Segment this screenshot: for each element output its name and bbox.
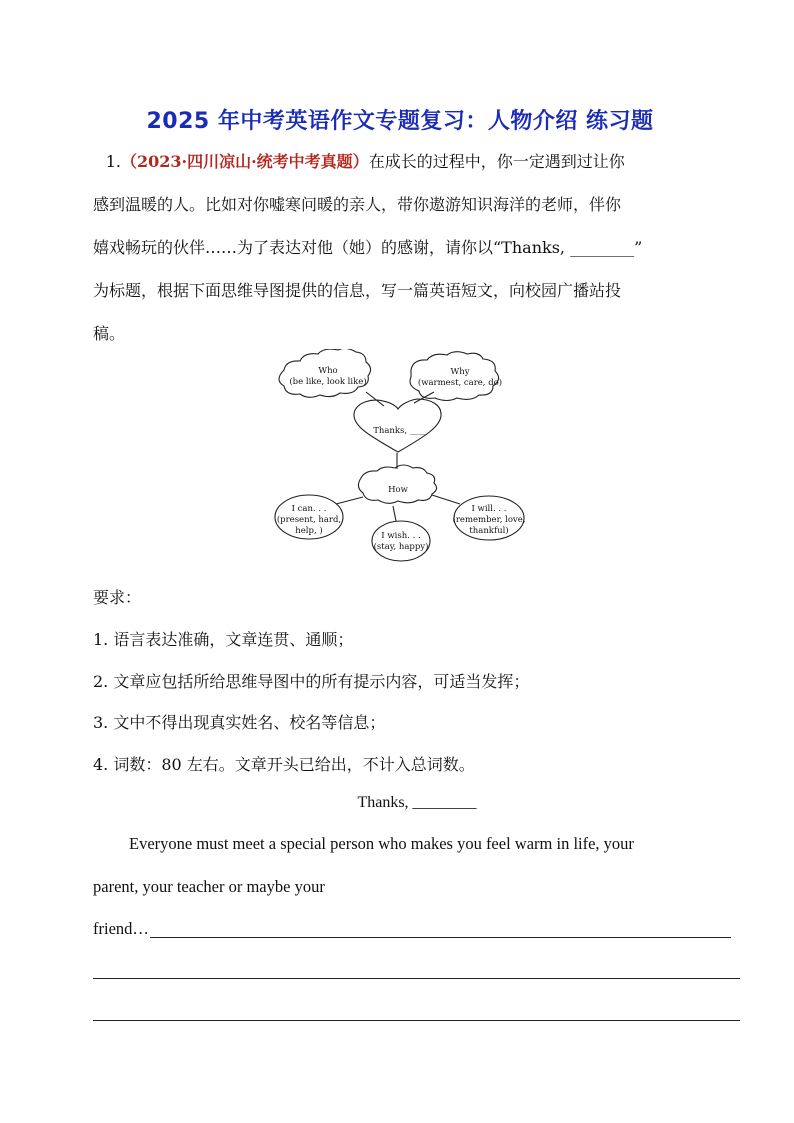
mind-map-diagram [268,349,530,571]
prompt-line-3: 嬉戏畅玩的伙伴……为了表达对他（她）的感谢，请你以“Thanks, ________” [93,238,643,257]
page-title: 2025 年中考英语作文专题复习：人物介绍 练习题 [146,109,654,134]
can-hint-2: help, ) [295,526,323,536]
how-to-can [336,497,363,504]
wish-title: I wish. . . [381,531,421,541]
essay-line-3: friend… [93,919,149,938]
writing-line [93,1020,740,1021]
writing-line [150,937,731,938]
how-to-will [432,495,460,504]
wish-hint: (stay, happy) [373,542,429,552]
writing-line [93,978,740,979]
prompt-line-2: 感到温暖的人。比如对你嘘寒问暖的亲人，带你遨游知识海洋的老师，伴你 [93,195,622,214]
will-hint-1: (remember, love, [452,515,526,525]
requirement-item: 3. 文中不得出现真实姓名、校名等信息； [93,713,386,732]
requirement-item: 4. 词数：80 左右。文章开头已给出，不计入总词数。 [93,755,475,774]
who-connector [366,392,384,406]
prompt-line-4: 为标题，根据下面思维导图提供的信息，写一篇英语短文，向校园广播站投 [93,281,622,300]
question-prompt [93,140,715,355]
wish-ellipse [372,521,430,561]
question-source: （2023·四川凉山·统考中考真题） [121,152,369,171]
essay-line-2: parent, your teacher or maybe your [93,877,325,896]
essay-line-1: Everyone must meet a special person who makes you feel warm in life, your [129,834,634,853]
requirements-heading: 要求： [93,588,142,607]
requirement-item: 2. 文章应包括所给思维导图中的所有提示内容，可适当发挥； [93,672,530,691]
prompt-line-5: 稿。 [93,324,126,343]
prompt-text: 在成长的过程中，你一定遇到过让你 [368,152,625,171]
why-hint: (warmest, care, do) [417,378,503,388]
prompt-line-1 [93,140,715,183]
how-label: How [388,485,408,495]
question-number: 1. [105,152,121,171]
can-title: I can. . . [291,504,327,514]
who-hint: (be like, look like) [289,377,367,387]
essay-heading: Thanks, ________ [357,794,477,811]
can-hint-1: (present, hard, [276,515,342,525]
who-title: Who [318,366,338,376]
how-to-wish [393,506,396,521]
will-title: I will. . . [471,504,507,514]
will-hint-2: thankful) [469,526,509,536]
requirement-item: 1. 语言表达准确，文章连贯、通顺； [93,630,354,649]
why-title: Why [450,367,470,377]
heart-label: Thanks, ____ [373,426,427,436]
